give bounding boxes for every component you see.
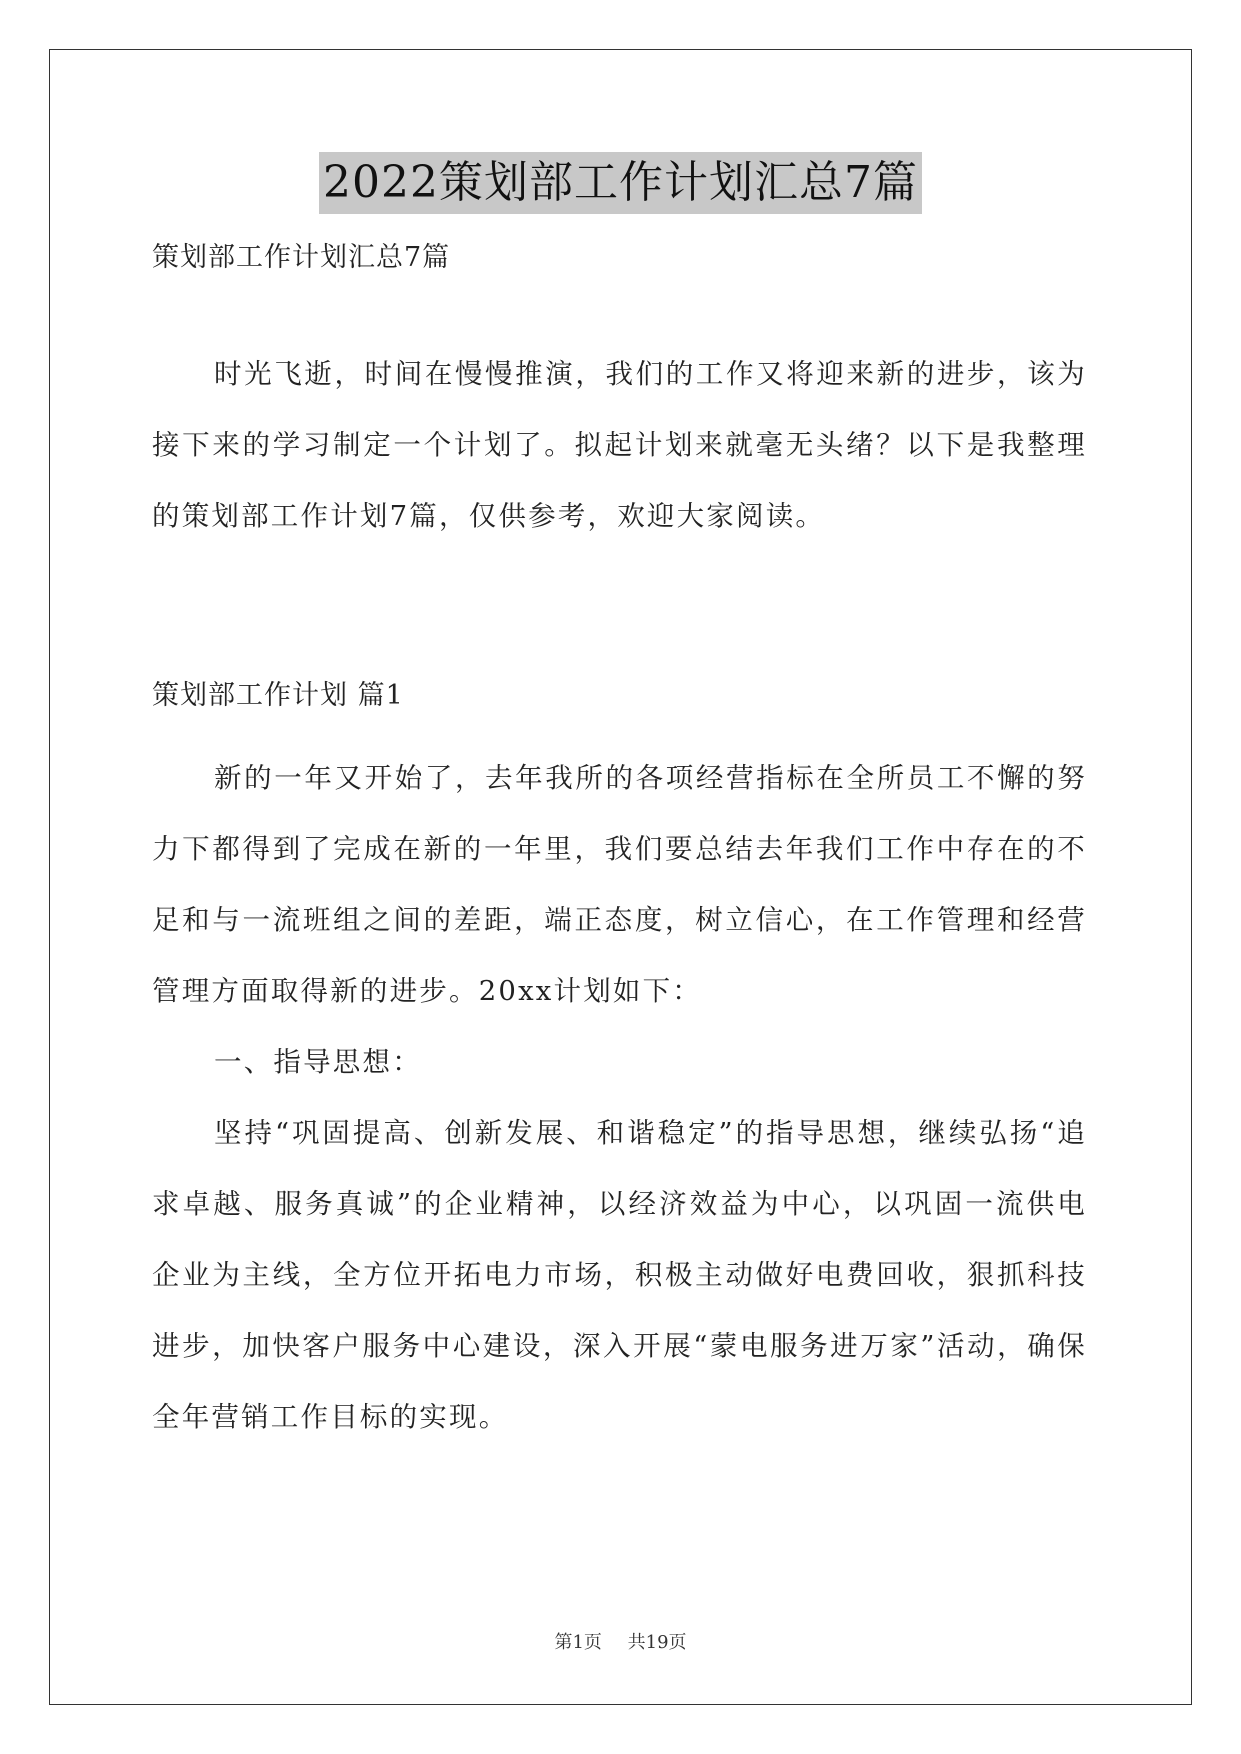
page-footer [0,1628,1241,1654]
intro-paragraph: 时光飞逝，时间在慢慢推演，我们的工作又将迎来新的进步，该为接下来的学习制定一个计划了。拟起计划来就毫无头绪？以下是我整理的策划部工作计划7篇，仅供参考，欢迎大家阅读。 [152,358,1087,532]
document-title: 2022策划部工作计划汇总7篇 [319,152,922,214]
guiding-ideology-heading: 一、指导思想： [214,1046,422,1078]
total-pages: 共19页 [627,1632,687,1653]
section-heading: 策划部工作计划 篇1 [152,680,404,711]
page-number: 第1页 [554,1632,602,1653]
body-paragraph: 新的一年又开始了，去年我所的各项经营指标在全所员工不懈的努力下都得到了完成在新的一年里，我们要总结去年我们工作中存在的不足和与一流班组之间的差距，端正态度，树立信心，在工作管理和经营管理方面取得新的进步。20xx计划如下： [152,762,1087,1007]
document-subtitle: 策划部工作计划汇总7篇 [152,242,451,273]
body-paragraph: 坚持“巩固提高、创新发展、和谐稳定”的指导思想，继续弘扬“追求卓越、服务真诚”的企业精神，以经济效益为中心，以巩固一流供电企业为主线，全方位开拓电力市场，积极主动做好电费回收，狠抓科技进步，加快客户服务中心建设，深入开展“蒙电服务进万家”活动，确保全年营销工作目标的实现。 [152,1117,1087,1433]
title-container [0,152,1241,214]
